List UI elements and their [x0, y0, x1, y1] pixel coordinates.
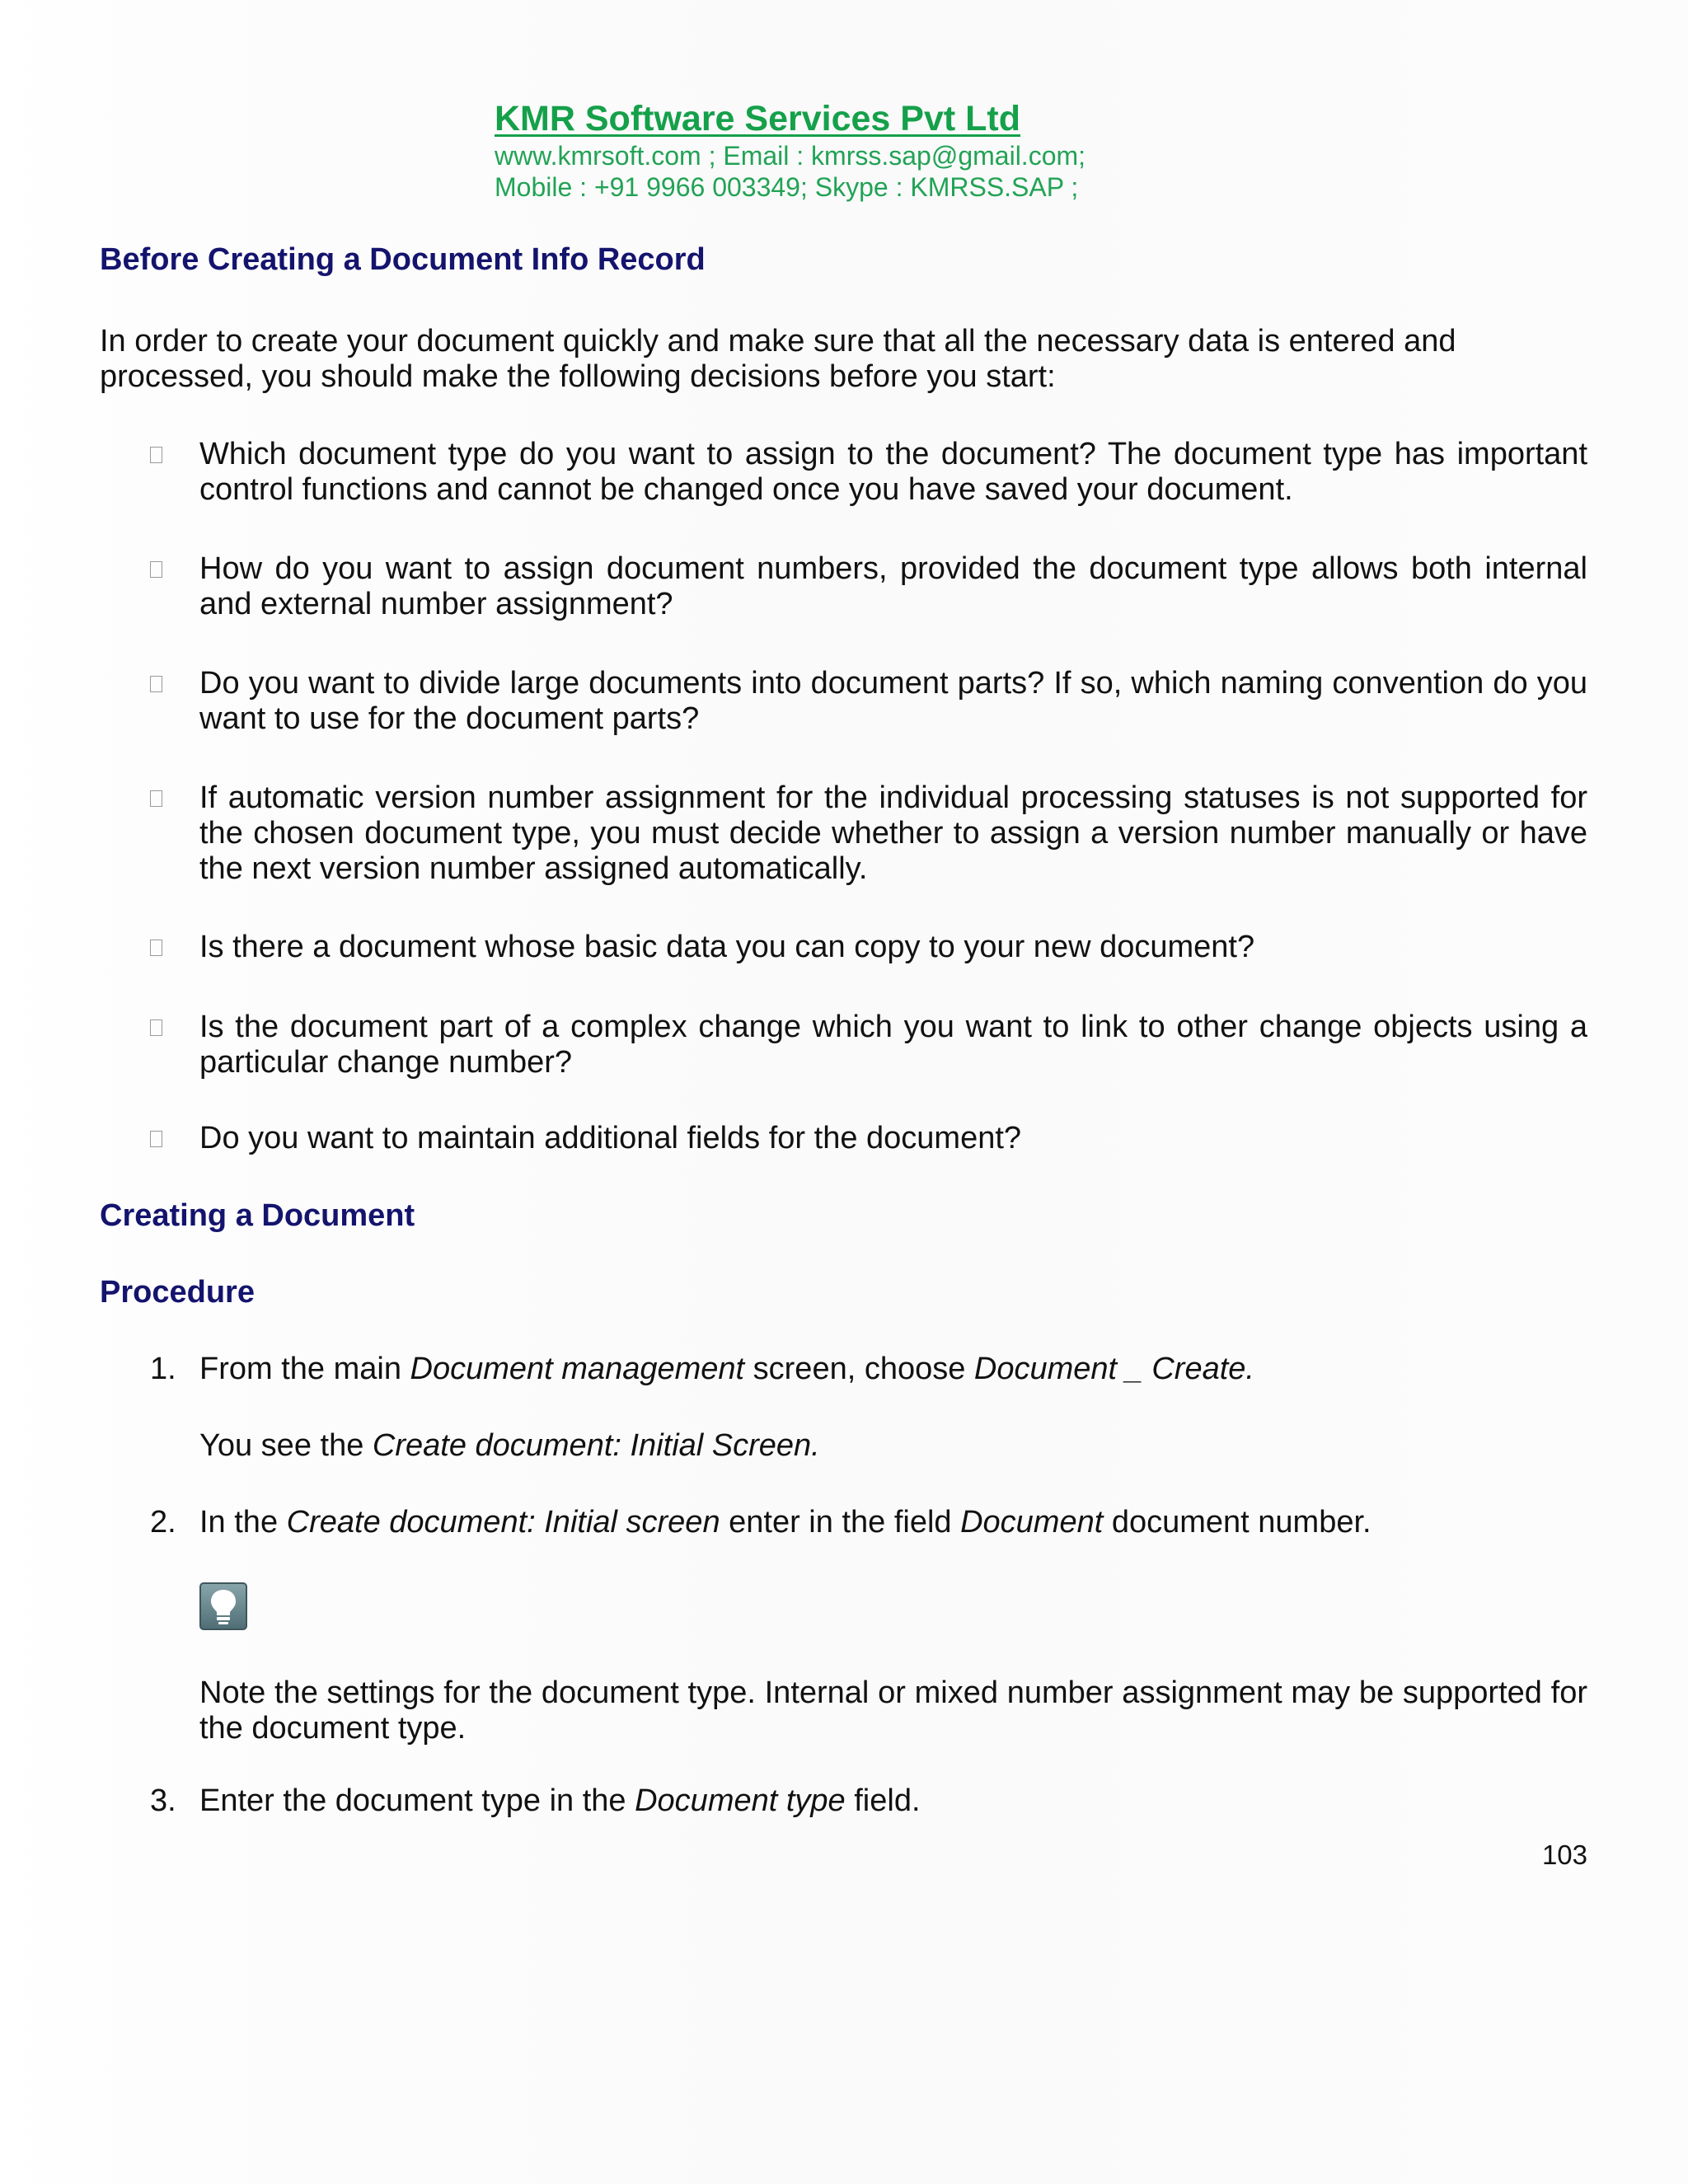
bullet-box-icon	[150, 1019, 162, 1036]
contact-line-phone-skype: Mobile : +91 9966 003349; Skype : KMRSS.SAP ;	[495, 172, 1079, 202]
bullet-box-icon	[150, 447, 162, 463]
bullet-box-icon	[150, 1131, 162, 1147]
page-number: 103	[1541, 1840, 1587, 1870]
section-heading-before-creating: Before Creating a Document Info Record	[100, 242, 706, 277]
document-page: KMR Software Services Pvt Ltd www.kmrsoft.com ; Email : kmrss.sap@gmail.com; Mobile : +91 9966 003349; Skype : KMRSS.SAP ; Before Creating a Document Info Record In order to create your document quickly and make sure that all the necessary data is entered and processed, you should make the following decisions before you start: Which document type do you want to assign to the document? The document type has important control functions and cannot be changed once you have saved your document. How do you want to assign document numbers, provided the document type allows both internal and external number assignment? Do you want to divide large documents into document parts? If so, which naming convention do you want to use for the document parts? If automatic version number assignment for the individual processing statuses is not supported for the chosen document type, you must decide whether to assign a version number manually or have the next version number assigned automatically. Is there a document whose basic data you can copy to your new document? Is the document part of a complex change which you want to link to other change objects using a particular change number? Do you want to maintain additional fields for the document? Creating a Document Procedure 1. From the main Document management screen, choose Document _ Create. You see the Create document: Initial Screen. 2. In the Create document: Initial screen enter in the field Document document number. Note the settings for the document type. Internal or mixed number assignment may be supported for the document type. 3. Enter the document type in the Document type field. 103	[0, 0, 1688, 2184]
procedure-heading: Procedure	[100, 1275, 255, 1310]
step-text: Enter the document type in the Document type field.	[199, 1783, 921, 1818]
contact-line-web-email: www.kmrsoft.com ; Email : kmrss.sap@gmail.com;	[495, 141, 1086, 171]
bullet-box-icon	[150, 676, 162, 692]
step-2-note: Note the settings for the document type. Internal or mixed number assignment may be supported for the document type.	[199, 1675, 1587, 1746]
bullet-box-icon	[150, 940, 162, 956]
step-1-result: You see the Create document: Initial Screen.	[199, 1428, 820, 1463]
lightbulb-icon	[199, 1582, 247, 1630]
step-text: In the Create document: Initial screen enter in the field Document document number.	[199, 1505, 1372, 1540]
intro-paragraph: In order to create your document quickly and make sure that all the necessary data is entered and processed, you should make the following decisions before you start:	[100, 324, 1456, 394]
bullet-box-icon	[150, 790, 162, 807]
company-name: KMR Software Services Pvt Ltd	[495, 99, 1021, 138]
step-number: 2.	[150, 1505, 176, 1540]
section-heading-creating-document: Creating a Document	[100, 1198, 415, 1233]
step-number: 3.	[150, 1783, 176, 1818]
step-number: 1.	[150, 1352, 176, 1386]
step-text: From the main Document management screen, choose Document _ Create.	[199, 1352, 1254, 1386]
company-header	[495, 97, 1085, 203]
bullet-box-icon	[150, 561, 162, 578]
